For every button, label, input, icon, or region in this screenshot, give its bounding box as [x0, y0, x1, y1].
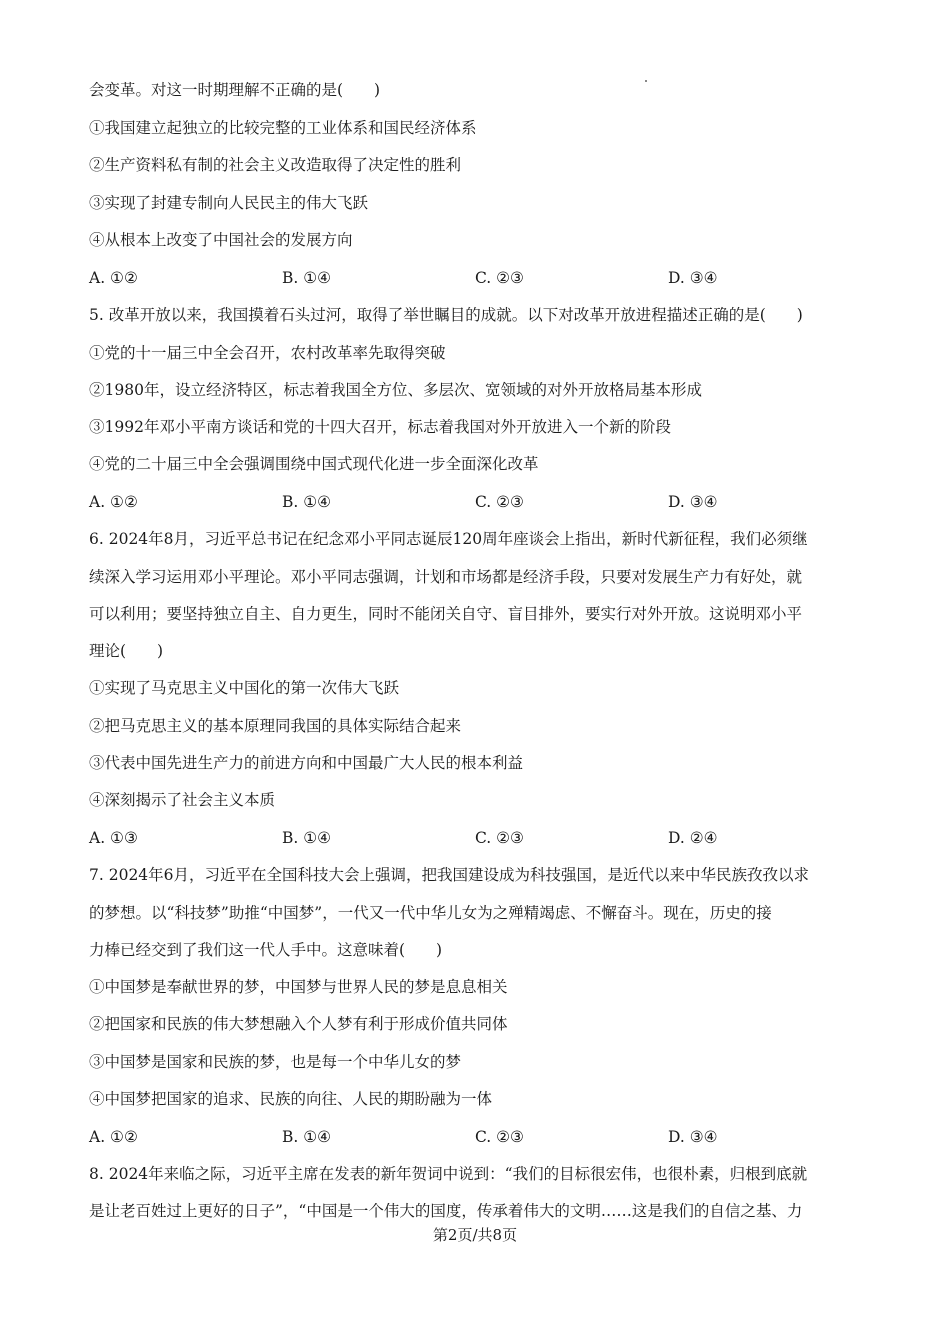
q7-stem-line-2: 的梦想。以“科技梦”助推“中国梦”，一代又一代中华儿女为之殚精竭虑、不懈奋斗。现在，历史的接: [89, 904, 772, 922]
q7-stem-line-3: 力棒已经交到了我们这一代人手中。这意味着( ): [89, 941, 443, 959]
q7-item-3: ③中国梦是国家和民族的梦，也是每一个中华儿女的梦: [89, 1053, 462, 1071]
q5-item-1: ①党的十一届三中全会召开，农村改革率先取得突破: [89, 344, 446, 362]
q4-item-1: ①我国建立起独立的比较完整的工业体系和国民经济体系: [89, 119, 477, 137]
q7-option-a: A. ①②: [89, 1128, 138, 1146]
q5-option-d: D. ③④: [668, 493, 718, 511]
q6-option-d: D. ②④: [668, 829, 718, 847]
q6-option-c: C. ②③: [475, 829, 524, 847]
q5-option-a: A. ①②: [89, 493, 138, 511]
q4-option-a: A. ①②: [89, 269, 138, 287]
q8-stem-line-1: 8. 2024年来临之际，习近平主席在发表的新年贺词中说到：“我们的目标很宏伟，也很朴素，归根到底就: [89, 1165, 808, 1183]
q6-option-b: B. ①④: [282, 829, 332, 847]
q6-stem-line-3: 可以利用；要坚持独立自主、自力更生，同时不能闭关自守、盲目排外，要实行对外开放。这说明邓小平: [89, 605, 803, 623]
q6-item-2: ②把马克思主义的基本原理同我国的具体实际结合起来: [89, 717, 462, 735]
q5-option-b: B. ①④: [282, 493, 332, 511]
q7-item-2: ②把国家和民族的伟大梦想融入个人梦有利于形成价值共同体: [89, 1015, 508, 1033]
q6-option-a: A. ①③: [89, 829, 138, 847]
q7-stem-line-1: 7. 2024年6月，习近平在全国科技大会上强调，把我国建设成为科技强国，是近代以来中华民族孜孜以求: [89, 866, 810, 884]
q6-item-4: ④深刻揭示了社会主义本质: [89, 791, 276, 809]
q6-stem-line-1: 6. 2024年8月，习近平总书记在纪念邓小平同志诞辰120周年座谈会上指出，新时代新征程，我们必须继: [89, 530, 808, 548]
q4-options: [89, 267, 864, 289]
q8-stem-line-2: 是让老百姓过上更好的日子”，“中国是一个伟大的国度，传承着伟大的文明……这是我们的自信之基、力: [89, 1202, 803, 1220]
q4-item-3: ③实现了封建专制向人民民主的伟大飞跃: [89, 194, 369, 212]
q5-item-2: ②1980年，设立经济特区，标志着我国全方位、多层次、宽领域的对外开放格局基本形成: [89, 381, 702, 399]
q7-option-d: D. ③④: [668, 1128, 718, 1146]
q6-item-1: ①实现了马克思主义中国化的第一次伟大飞跃: [89, 679, 400, 697]
q4-option-b: B. ①④: [282, 269, 332, 287]
q7-item-4: ④中国梦把国家的追求、民族的向往、人民的期盼融为一体: [89, 1090, 493, 1108]
q7-option-c: C. ②③: [475, 1128, 524, 1146]
q7-item-1: ①中国梦是奉献世界的梦，中国梦与世界人民的梦是息息相关: [89, 978, 508, 996]
q4-option-d: D. ③④: [668, 269, 718, 287]
q7-options: [89, 1126, 864, 1148]
q5-option-c: C. ②③: [475, 493, 524, 511]
q4-item-4: ④从根本上改变了中国社会的发展方向: [89, 231, 353, 249]
q5-stem-line-1: 5. 改革开放以来，我国摸着石头过河，取得了举世瞩目的成就。以下对改革开放进程描述正确的是( ): [89, 306, 803, 324]
q6-item-3: ③代表中国先进生产力的前进方向和中国最广大人民的根本利益: [89, 754, 524, 772]
page-number: 第2页/共8页: [432, 1226, 518, 1244]
q5-item-3: ③1992年邓小平南方谈话和党的十四大召开，标志着我国对外开放进入一个新的阶段: [89, 418, 671, 436]
q4-item-2: ②生产资料私有制的社会主义改造取得了决定性的胜利: [89, 156, 462, 174]
q6-stem-line-2: 续深入学习运用邓小平理论。邓小平同志强调，计划和市场都是经济手段，只要对发展生产力有好处，就: [89, 568, 803, 586]
q5-options: [89, 491, 864, 513]
q6-options: [89, 827, 864, 849]
q7-option-b: B. ①④: [282, 1128, 332, 1146]
q4-stem-end: 会变革。对这一时期理解不正确的是( ): [89, 81, 381, 99]
q5-item-4: ④党的二十届三中全会强调围绕中国式现代化进一步全面深化改革: [89, 455, 539, 473]
q6-stem-line-4: 理论( ): [89, 642, 164, 660]
q4-option-c: C. ②③: [475, 269, 524, 287]
